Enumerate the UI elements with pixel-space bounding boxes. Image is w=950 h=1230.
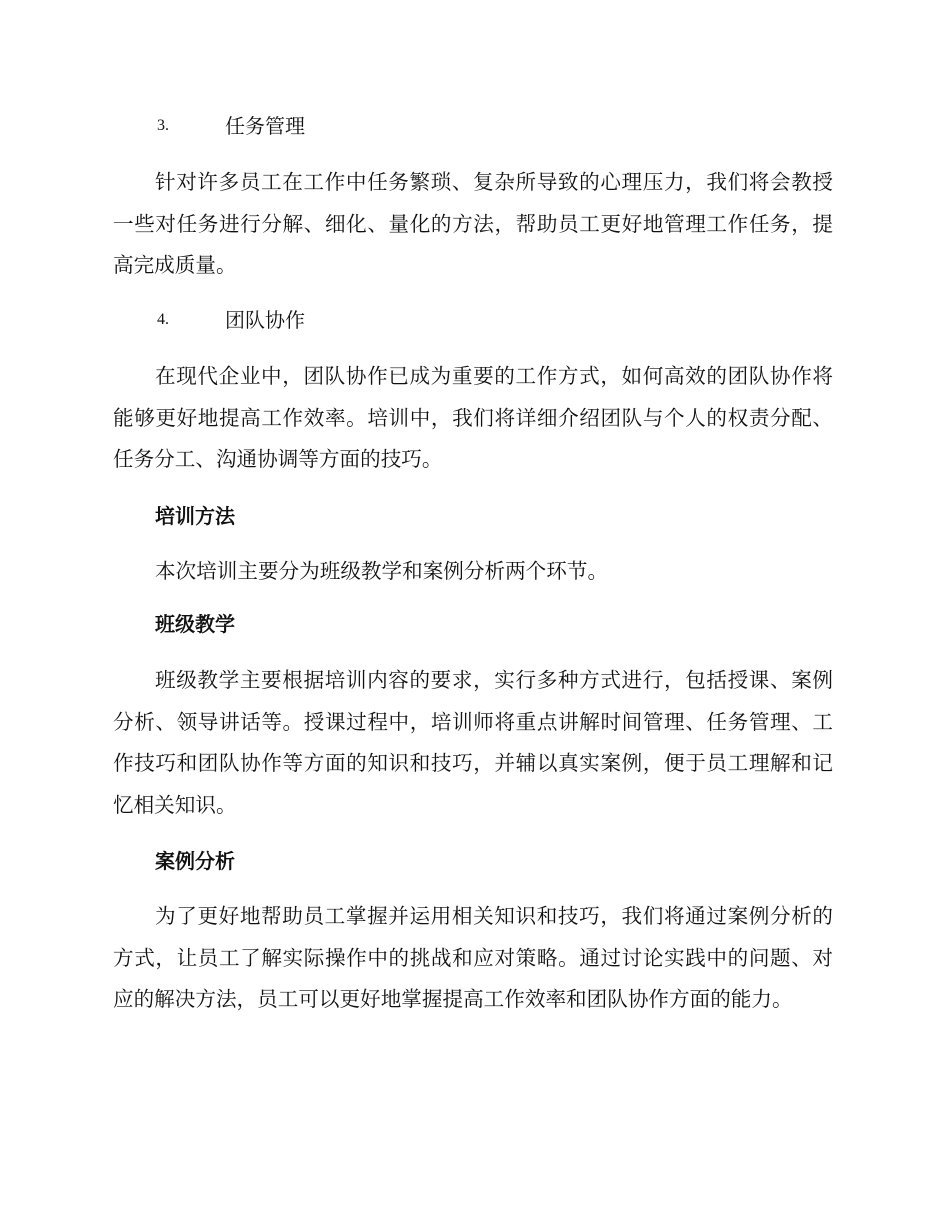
section-title: 团队协作: [225, 308, 305, 332]
heading-training-methods: 培训方法: [155, 504, 235, 528]
paragraph-teamwork: 在现代企业中，团队协作已成为重要的工作方式，如何高效的团队协作将能够更好地提高工作效率。培训中，我们将详细介绍团队与个人的权责分配、任务分工、沟通协调等方面的技巧。: [113, 364, 833, 472]
section-title: 任务管理: [225, 114, 305, 138]
heading-class-teaching: 班级教学: [155, 612, 235, 636]
heading-case-analysis: 案例分析: [155, 849, 235, 873]
list-number: 4.: [157, 311, 169, 328]
paragraph-case-analysis: 为了更好地帮助员工掌握并运用相关知识和技巧，我们将通过案例分析的方式，让员工了解实际操作中的挑战和应对策略。通过讨论实践中的问题、对应的解决方法，员工可以更好地掌握提高工作效率和团队协作方面的能力。: [113, 904, 833, 1012]
paragraph-task-management: 针对许多员工在工作中任务繁琐、复杂所导致的心理压力，我们将会教授一些对任务进行分解、细化、量化的方法，帮助员工更好地管理工作任务，提高完成质量。: [113, 170, 833, 278]
list-number: 3.: [157, 117, 169, 134]
paragraph-class-teaching: 班级教学主要根据培训内容的要求，实行多种方式进行，包括授课、案例分析、领导讲话等。授课过程中，培训师将重点讲解时间管理、任务管理、工作技巧和团队协作等方面的知识和技巧，并辅以真实案例，便于员工理解和记忆相关知识。: [113, 668, 833, 817]
paragraph-training-methods: 本次培训主要分为班级教学和案例分析两个环节。: [155, 559, 609, 583]
